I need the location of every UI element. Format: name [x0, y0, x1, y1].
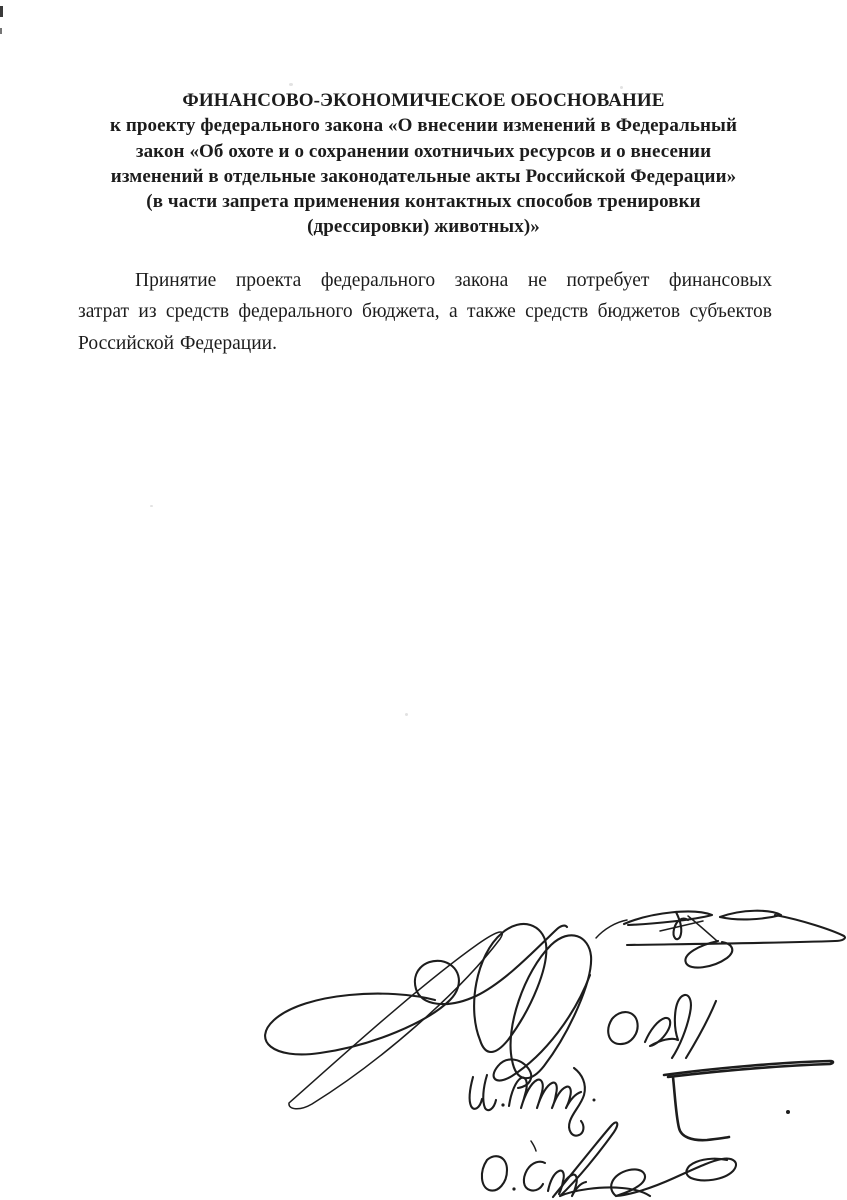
signature-tall-loops [474, 920, 627, 1088]
signature-o-flourish [608, 995, 716, 1058]
title-line: изменений в отдельные законодательные акты Российской Федерации» [110, 165, 737, 187]
signature-bracket [664, 1061, 833, 1140]
body-line: Принятие проекта федерального закона не потребует финансовых [135, 269, 772, 291]
scan-speck [620, 86, 623, 89]
document-title [72, 0, 776, 240]
body-line: затрат из средств федерального бюджета, а также средств бюджетов субъектов [78, 301, 772, 323]
body-line: Российской Федерации. [78, 332, 277, 354]
title-line: к проекту федерального закона «О внесении изменений в Федеральный [109, 115, 738, 137]
signature-bottom-loop [611, 1159, 736, 1196]
scan-speck [289, 83, 293, 86]
body-paragraph [78, 265, 772, 360]
scan-speck [405, 713, 408, 716]
signature-left-swoosh [265, 926, 567, 1109]
signature-o-em [482, 1122, 650, 1197]
title-line: (дрессировки) животных)» [307, 216, 540, 238]
scan-artifact [0, 28, 2, 34]
signature-top-right-scrawl [624, 911, 845, 968]
scan-artifact [0, 6, 3, 17]
title-line: ФИНАНСОВО-ЭКОНОМИЧЕСКОЕ ОБОСНОВАНИЕ [182, 90, 665, 111]
title-line: закон «Об охоте и о сохранении охотничьих ресурсов и о внесении [135, 140, 712, 162]
scan-speck [150, 505, 153, 507]
signature-i-men [470, 1068, 596, 1136]
title-line: (в части запрета применения контактных способов тренировки [146, 191, 701, 213]
